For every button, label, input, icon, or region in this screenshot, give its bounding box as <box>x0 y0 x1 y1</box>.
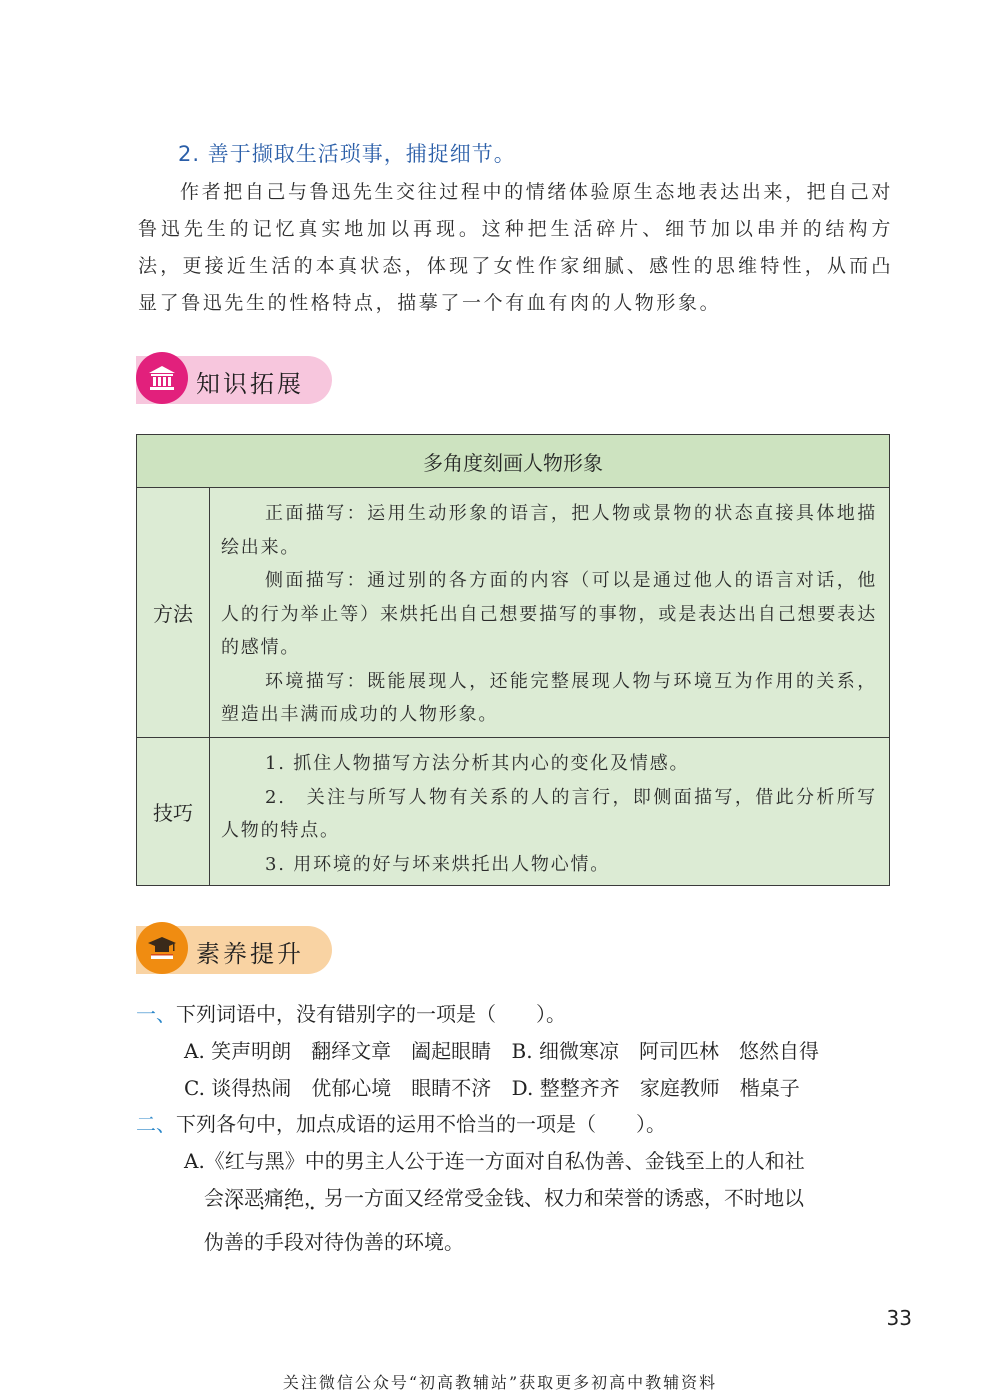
option-a-line: A.《红与黑》中的男主人公于连一方面对自私伪善、金钱至上的人和社 <box>184 1149 805 1173</box>
table-row <box>137 487 889 738</box>
option-row <box>184 1072 800 1101</box>
option-text: 会 <box>204 1186 224 1210</box>
option-row <box>184 1035 819 1064</box>
row-content <box>221 497 877 732</box>
dotted-idiom: 深恶痛绝 • • • • <box>224 1182 304 1211</box>
table-title: 多角度刻画人物形象 <box>137 435 889 488</box>
section-heading: 2. 善于撷取生活琐事，捕捉细节。 <box>178 142 516 166</box>
question-number: 一、 <box>136 1002 176 1026</box>
question-text: 下列词语中，没有错别字的一项是（ ）。 <box>176 1002 566 1026</box>
question-2 <box>136 1108 666 1137</box>
question-text: 下列各句中，加点成语的运用不恰当的一项是（ ）。 <box>176 1112 666 1136</box>
practice-badge <box>136 926 332 974</box>
row-paragraph: 2. 关注与所写人物有关系的人的言行，即侧面描写，借此分析所写人物的特点。 <box>221 786 877 841</box>
row-paragraph: 3. 用环境的好与坏来烘托出人物心情。 <box>265 853 611 875</box>
section-paragraph: 作者把自己与鲁迅先生交往过程中的情绪体验原生态地表达出来，把自己对鲁迅先生的记忆真实地加以再现。这种把生活碎片、细节加以串并的结构方法，更接近生活的本真状态，体现了女性作家细腻、感性的思维特性，从而凸显了鲁迅先生的性格特点，描摹了一个有血有肉的人物形象。 <box>138 181 893 314</box>
row-paragraph: 正面描写：运用生动形象的语言，把人物或景物的状态直接具体地描绘出来。 <box>221 503 877 558</box>
question-1 <box>136 998 566 1027</box>
knowledge-badge-label: 知识拓展 <box>196 370 304 398</box>
option-a-line <box>204 1182 804 1211</box>
option-d: D. 整整齐齐 家庭教师 楷桌子 <box>511 1076 800 1100</box>
option-c: C. 谈得热闹 优郁心境 眼睛不济 <box>184 1076 492 1100</box>
row-label: 方法 <box>137 487 210 737</box>
page-number: 33 <box>886 1306 912 1330</box>
practice-badge-label: 素养提升 <box>196 940 304 968</box>
row-content <box>221 747 877 881</box>
option-text: ，另一方面又经常受金钱、权力和荣誉的诱惑，不时地以 <box>304 1186 804 1210</box>
table-row <box>137 737 889 885</box>
row-paragraph: 环境描写：既能展现人，还能完整展现人物与环境互为作用的关系，塑造出丰满而成功的人物形象。 <box>221 670 877 725</box>
building-icon <box>136 352 188 404</box>
row-paragraph: 侧面描写：通过别的各方面的内容（可以是通过他人的语言对话，他人的行为举止等）来烘托出自己想要描写的事物，或是表达出自己想要表达的感情。 <box>221 570 877 658</box>
option-b: B. 细微寒凉 阿司匹林 悠然自得 <box>511 1039 819 1063</box>
option-a: A. 笑声明朗 翻绎文章 阖起眼睛 <box>184 1039 492 1063</box>
row-paragraph: 1. 抓住人物描写方法分析其内心的变化及情感。 <box>265 753 690 774</box>
row-label: 技巧 <box>137 737 210 885</box>
footer-text: 关注微信公众号“初高教辅站”获取更多初高中教辅资料 <box>282 1373 718 1392</box>
graduation-cap-icon <box>136 922 188 974</box>
knowledge-badge <box>136 356 332 404</box>
option-a-line: 伪善的手段对待伪善的环境。 <box>204 1230 464 1254</box>
knowledge-table <box>136 434 890 886</box>
question-number: 二、 <box>136 1112 176 1136</box>
